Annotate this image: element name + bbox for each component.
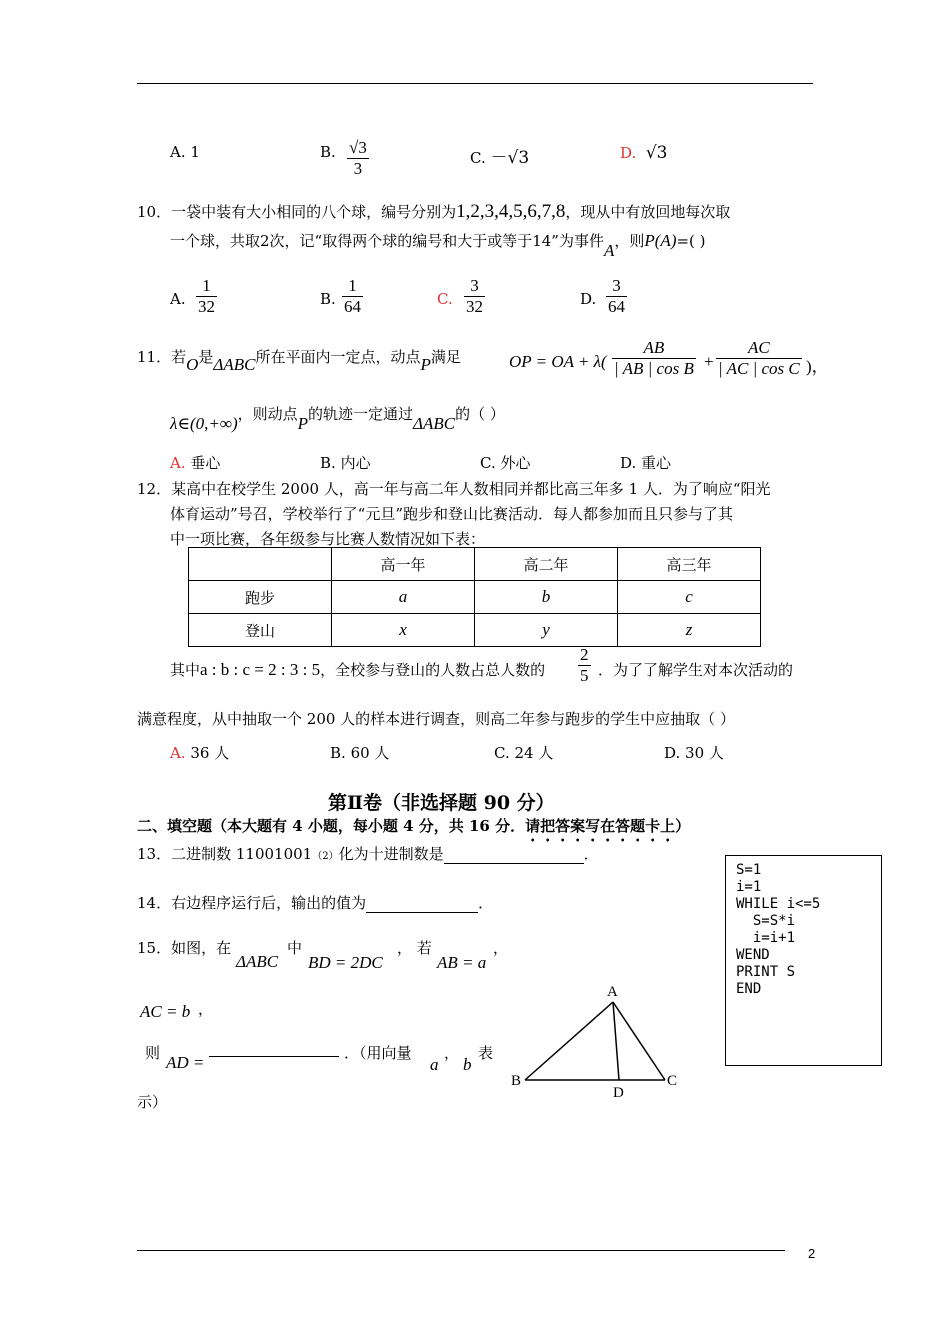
- segment-ad: [613, 1002, 619, 1080]
- q15-vector-a: a: [430, 1055, 439, 1074]
- q9-option-b-fraction: √3 3: [349, 138, 367, 178]
- q11-fraction-1: AB | AB | cos B: [614, 338, 694, 378]
- q12-line5: 满意程度，从中抽取一个 200 人的样本进行调查，则高二年参与跑步的学生中应抽取（ ）: [137, 710, 735, 728]
- q11-fraction-2: AC | AC | cos C: [718, 338, 800, 378]
- program-line: S=1: [736, 862, 762, 878]
- q12-table: [188, 547, 761, 647]
- q12-line3: 中一项比赛，各年级参与比赛人数情况如下表：: [170, 530, 486, 548]
- q12-option-a[interactable]: A. 36 人: [170, 744, 230, 762]
- q12-option-c[interactable]: C. 24 人: [494, 744, 554, 762]
- side-ab: [525, 1002, 613, 1080]
- table-cell: 登山: [189, 614, 332, 647]
- q15-ad: AD =: [166, 1053, 205, 1072]
- section-heading: 二、填空题（本大题有 4 小题，每小题 4 分，共 16 分．请把答案写在答题卡上）: [137, 817, 691, 835]
- q12-ratio-end: ．为了了解学生对本次活动的: [598, 661, 794, 679]
- table-cell: 高二年: [475, 548, 618, 581]
- program-line: PRINT S: [736, 964, 796, 980]
- q15-comma: ，: [493, 939, 509, 957]
- q15-ab: AB = a: [437, 953, 487, 972]
- triangle-figure: [505, 980, 685, 1100]
- q11-option-b[interactable]: B. 内心: [320, 454, 371, 472]
- q12-line2: 体育运动”号召，学校举行了“元旦”跑步和登山比赛活动．每人都参加而且只参与了其: [170, 505, 734, 523]
- q10-option-c-fraction: 3 32: [466, 276, 483, 316]
- table-cell: 高一年: [332, 548, 475, 581]
- q15-prefix: 15．如图，在: [137, 939, 232, 957]
- q14: 14．右边程序运行后，输出的值为 ．: [137, 894, 494, 912]
- q10-option-c-label[interactable]: C.: [437, 290, 453, 308]
- table-cell: x: [332, 614, 475, 647]
- q9-option-c[interactable]: C. －√3: [470, 148, 530, 168]
- q15-bd: BD = 2DC: [308, 953, 383, 972]
- q15-zhong: 中: [287, 939, 303, 957]
- q15-ze: 则: [145, 1044, 161, 1062]
- vertex-c-label: C: [667, 1073, 678, 1089]
- q11-line2: λ∈(0,+∞)，则动点P的轨迹一定通过ΔABC的（ ）: [170, 405, 505, 433]
- q13: 13．二进制数 11001001（2）化为十进制数是 ．: [137, 845, 599, 863]
- q12-line1: 12．某高中在校学生 2000 人，高一年与高二年人数相同并都比高三年多 1 人．为了响应“阳光: [137, 480, 771, 498]
- program-line: WEND: [736, 947, 770, 963]
- q9-option-d[interactable]: D. √3: [620, 143, 668, 163]
- q13-answer-blank[interactable]: [444, 845, 584, 864]
- program-line: i=1: [736, 879, 762, 895]
- q11-option-d[interactable]: D. 重心: [620, 454, 672, 472]
- q11-option-a[interactable]: A. 垂心: [170, 454, 221, 472]
- q11-line1-text: 11．若O是ΔABC所在平面内一定点，动点P满足: [137, 348, 461, 374]
- q15-shi: 示）: [137, 1093, 168, 1111]
- q12-fraction: 2 5: [580, 645, 589, 685]
- side-ac: [613, 1002, 665, 1080]
- q15-vector-b: b: [463, 1055, 472, 1074]
- q10-line2: 一个球，共取2次，记“取得两个球的编号和大于或等于14”为事件A，则P(A)=( ): [170, 231, 706, 260]
- vertex-d-label: D: [613, 1085, 624, 1100]
- page-number: 2: [808, 1246, 816, 1261]
- program-line: END: [736, 981, 762, 997]
- table-row: [189, 581, 761, 614]
- part2-title: 第Ⅱ卷（非选择题 90 分）: [328, 792, 555, 814]
- q15-ruo: ， 若: [397, 939, 432, 957]
- q12-option-d[interactable]: D. 30 人: [664, 744, 724, 762]
- program-line: i=i+1: [736, 930, 796, 946]
- table-cell: y: [475, 614, 618, 647]
- q14-answer-blank[interactable]: [366, 894, 478, 913]
- table-cell: c: [618, 581, 761, 614]
- table-row: [189, 614, 761, 647]
- q15-answer-blank[interactable]: [209, 1038, 339, 1057]
- q10-option-d-label[interactable]: D.: [580, 290, 597, 308]
- footer-rule: [137, 1250, 785, 1251]
- q9-option-b-label[interactable]: B.: [320, 143, 336, 161]
- q12-option-b[interactable]: B. 60 人: [330, 744, 390, 762]
- q9-option-a[interactable]: A. 1: [170, 143, 200, 161]
- q10-option-d-fraction: 3 64: [608, 276, 625, 316]
- q10-line1: 10．一袋中装有大小相同的八个球，编号分别为1,2,3,4,5,6,7,8，现从中有放回地每次取: [137, 201, 731, 222]
- q15-triangle: ΔABC: [236, 952, 279, 971]
- table-cell: b: [475, 581, 618, 614]
- q11-equation-left: OP = OA + λ(: [509, 352, 607, 371]
- q15-biao: 表: [478, 1044, 494, 1062]
- program-line: S=S*i: [736, 913, 796, 929]
- header-rule: [137, 83, 813, 84]
- q11-plus: +: [704, 352, 714, 371]
- q15-hint-comma: ，: [444, 1044, 460, 1062]
- q15-ac-comma: ，: [198, 1000, 214, 1018]
- q10-option-b-label[interactable]: B.: [320, 290, 336, 308]
- q10-option-a-fraction: 1 32: [198, 276, 215, 316]
- q11-option-c[interactable]: C. 外心: [480, 454, 531, 472]
- program-box: [725, 855, 882, 1066]
- q15-hint: ．（用向量: [344, 1044, 412, 1062]
- table-cell: 跑步: [189, 581, 332, 614]
- q11-equation-close: )，: [806, 357, 829, 376]
- q15-ac: AC = b: [140, 1002, 191, 1021]
- q10-option-b-fraction: 1 64: [344, 276, 361, 316]
- table-cell: [189, 548, 332, 581]
- q10-option-a-label[interactable]: A.: [170, 290, 186, 308]
- table-cell: a: [332, 581, 475, 614]
- table-cell: 高三年: [618, 548, 761, 581]
- table-cell: z: [618, 614, 761, 647]
- vertex-b-label: B: [511, 1073, 522, 1089]
- table-row: [189, 548, 761, 581]
- program-line: WHILE i<=5: [736, 896, 821, 912]
- q12-ratio-line: 其中a : b : c = 2 : 3 : 5，全校参与登山的人数占总人数的: [170, 660, 546, 679]
- vertex-a-label: A: [607, 984, 618, 1000]
